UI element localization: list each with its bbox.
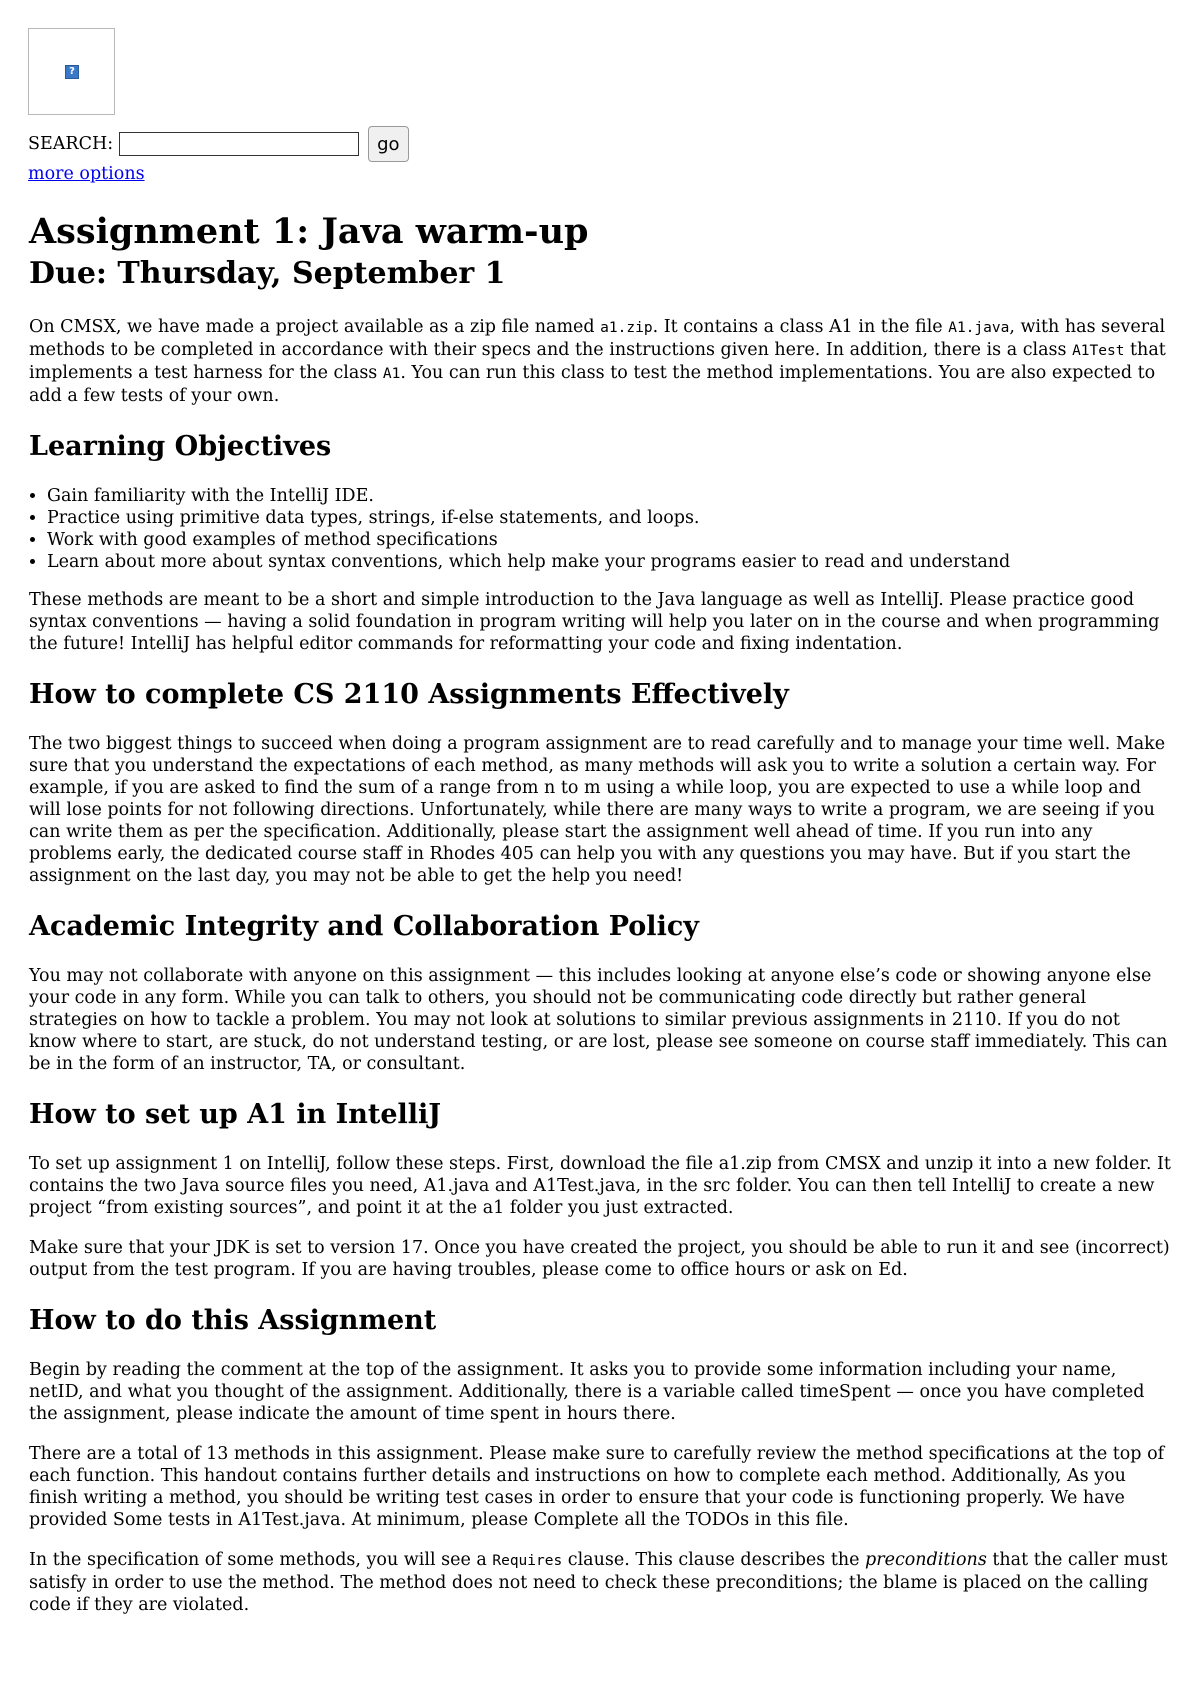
list-item: • Work with good examples of method specifications bbox=[47, 529, 1172, 551]
broken-image-icon: ? bbox=[65, 65, 79, 79]
list-item: • Practice using primitive data types, strings, if-else statements, and loops. bbox=[47, 507, 1172, 529]
due-date: Due: Thursday, September 1 bbox=[29, 256, 506, 291]
main-content bbox=[29, 210, 1172, 1634]
effectively-paragraph: The two biggest things to succeed when doing a program assignment are to read carefully and to manage your time well. Make sure that you understand the expectations of each method, as many methods will ask you to write a solution a certain way. For example, if you are asked to find the sum of a range from n to m using a while loop, you are expected to use a while loop and will lose points for not following directions. Unfortunately, while there are many ways to write a program, we are seeing if you can write them as per the specification. Additionally, please start the assignment well ahead of time. If you run into any problems early, the dedicated course staff in Rhodes 405 can help you with any questions you may have. But if you start the assignment on the last day, you may not be able to get the help you need! bbox=[29, 734, 1166, 886]
learning-objectives-paragraph: These methods are meant to be a short and simple introduction to the Java language as well as IntelliJ. Please practice good syntax conventions — having a solid foundation in program writing will help you later on in the course and when programming the future! IntelliJ has helpful editor commands for reformatting your code and fixing indentation. bbox=[29, 590, 1160, 654]
howto-text: In the specification of some methods, you will see a bbox=[29, 1550, 493, 1570]
howto-heading: How to do this Assignment bbox=[29, 1305, 437, 1336]
howto-text: clause. This clause describes the bbox=[562, 1550, 866, 1570]
search-bar bbox=[28, 126, 409, 162]
list-item: • Learn about more about syntax conventions, which help make your programs easier to read and understand bbox=[47, 551, 1172, 573]
code-a1-java: A1.java bbox=[948, 320, 1010, 336]
intro-text: that implements a test harness for the class bbox=[29, 340, 1166, 383]
intro-text: . You can run this class to test the method implementations. You are also expected to add a few tests of your own. bbox=[29, 363, 1156, 406]
intro-text: On CMSX, we have made a project available as a zip file named bbox=[29, 317, 601, 337]
page-title: Assignment 1: Java warm-up bbox=[29, 211, 589, 252]
learning-objectives-list bbox=[29, 485, 1172, 573]
learning-objectives-heading: Learning Objectives bbox=[29, 431, 332, 462]
setup-heading: How to set up A1 in IntelliJ bbox=[29, 1099, 442, 1130]
intro-paragraph bbox=[29, 316, 1172, 407]
effectively-heading: How to complete CS 2110 Assignments Effectively bbox=[29, 679, 789, 710]
search-label: SEARCH: bbox=[28, 134, 114, 154]
code-a1: A1 bbox=[382, 366, 401, 382]
go-button[interactable]: go bbox=[368, 126, 408, 162]
intro-text: , with has several methods to be completed in accordance with their specs and the instructions given here. In addition, there is a class bbox=[29, 317, 1166, 360]
howto-paragraph-3 bbox=[29, 1549, 1172, 1616]
howto-paragraph-1: Begin by reading the comment at the top of the assignment. It asks you to provide some information including your name, netID, and what you thought of the assignment. Additionally, there is a variable called timeSpent — once you have completed the assignment, please indicate the amount of time spent in hours there. bbox=[29, 1360, 1145, 1424]
code-requires: Requires bbox=[492, 1553, 563, 1569]
code-a1-zip: a1.zip bbox=[600, 320, 653, 336]
broken-logo-image bbox=[28, 28, 115, 115]
code-a1test: A1Test bbox=[1072, 343, 1125, 359]
howto-text: that the caller must satisfy in order to use the method. The method does not need to check these preconditions; the blame is placed on the calling code if they are violated. bbox=[29, 1550, 1168, 1615]
setup-paragraph-2: Make sure that your JDK is set to version 17. Once you have created the project, you should be able to run it and see (incorrect) output from the test program. If you are having troubles, please come to office hours or ask on Ed. bbox=[29, 1238, 1170, 1280]
howto-paragraph-2: There are a total of 13 methods in this assignment. Please make sure to carefully review the method specifications at the top of each function. This handout contains further details and instructions on how to complete each method. Additionally, As you finish writing a method, you should be writing test cases in order to ensure that your code is functioning properly. We have provided Some tests in A1Test.java. At minimum, please Complete all the TODOs in this file. bbox=[29, 1444, 1165, 1530]
intro-text: . It contains a class A1 in the file bbox=[652, 317, 949, 337]
preconditions-emphasis: preconditions bbox=[865, 1550, 987, 1570]
more-options-link[interactable]: more options bbox=[28, 164, 145, 184]
search-input[interactable] bbox=[119, 132, 359, 156]
integrity-paragraph: You may not collaborate with anyone on this assignment — this includes looking at anyone else’s code or showing anyone else your code in any form. While you can talk to others, you should not be communicating code directly but rather general strategies on how to tackle a problem. You may not look at solutions to similar previous assignments in 2110. If you do not know where to start, are stuck, do not understand testing, or are lost, please see someone on course staff immediately. This can be in the form of an instructor, TA, or consultant. bbox=[29, 966, 1168, 1074]
setup-paragraph-1: To set up assignment 1 on IntelliJ, follow these steps. First, download the file a1.zip from CMSX and unzip it into a new folder. It contains the two Java source files you need, A1.java and A1Test.java, in the src folder. You can then tell IntelliJ to create a new project “from existing sources”, and point it at the a1 folder you just extracted. bbox=[29, 1154, 1171, 1218]
list-item: • Gain familiarity with the IntelliJ IDE. bbox=[47, 485, 1172, 507]
integrity-heading: Academic Integrity and Collaboration Policy bbox=[29, 911, 699, 942]
